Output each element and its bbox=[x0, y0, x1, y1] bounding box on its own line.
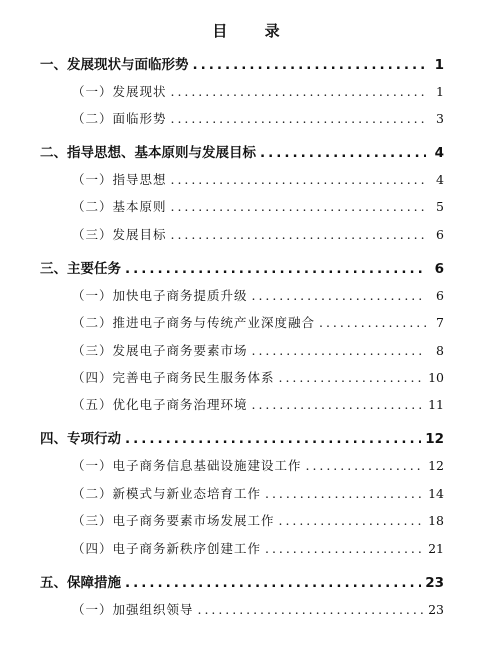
toc-page-number: 18 bbox=[428, 513, 444, 528]
toc-subsection-4-4[interactable] bbox=[72, 538, 444, 560]
toc-subsection-1-1[interactable] bbox=[72, 81, 444, 103]
toc-section-4[interactable] bbox=[40, 428, 444, 450]
toc-entry-label: （三）发展目标 bbox=[72, 227, 167, 242]
toc-subsection-4-1[interactable] bbox=[72, 455, 444, 477]
dot-leader bbox=[319, 312, 426, 334]
toc-entry-label: （一）加快电子商务提质升级 bbox=[72, 288, 248, 303]
toc-page-number: 1 bbox=[434, 57, 444, 73]
toc-section-5[interactable] bbox=[40, 572, 444, 594]
toc-page-number: 6 bbox=[436, 288, 444, 303]
toc-page-number: 4 bbox=[436, 172, 444, 187]
toc-page-number: 14 bbox=[428, 486, 444, 501]
toc-entry-label: （三）电子商务要素市场发展工作 bbox=[72, 513, 275, 528]
toc-page-number: 3 bbox=[436, 111, 444, 126]
toc-entry-label: （二）新模式与新业态培育工作 bbox=[72, 486, 262, 501]
toc-page-number: 7 bbox=[436, 315, 444, 330]
toc-page-number: 21 bbox=[428, 541, 444, 556]
dot-leader bbox=[265, 538, 424, 560]
toc-page-number: 5 bbox=[436, 199, 444, 214]
toc-entry-label: （二）面临形势 bbox=[72, 111, 167, 126]
toc-section-3[interactable] bbox=[40, 258, 444, 280]
dot-leader bbox=[252, 285, 426, 307]
toc-subsection-3-1[interactable] bbox=[72, 285, 444, 307]
toc-subsection-3-2[interactable] bbox=[72, 312, 444, 334]
toc-entry-label: （四）完善电子商务民生服务体系 bbox=[72, 370, 275, 385]
toc-entry-label: （二）基本原则 bbox=[72, 199, 167, 214]
toc-section-2[interactable] bbox=[40, 142, 444, 164]
toc-entry-label: （一）电子商务信息基础设施建设工作 bbox=[72, 458, 302, 473]
dot-leader bbox=[198, 599, 425, 621]
dot-leader bbox=[252, 394, 425, 416]
toc-entry-label: （一）加强组织领导 bbox=[72, 602, 194, 617]
toc-entry-label: （二）推进电子商务与传统产业深度融合 bbox=[72, 315, 316, 330]
toc-page-number: 1 bbox=[436, 84, 444, 99]
toc-subsection-3-5[interactable] bbox=[72, 394, 444, 416]
toc-entry-label: （四）电子商务新秩序创建工作 bbox=[72, 541, 262, 556]
dot-leader bbox=[306, 455, 425, 477]
toc-page-number: 12 bbox=[425, 431, 444, 447]
dot-leader bbox=[279, 367, 425, 389]
dot-leader bbox=[171, 196, 426, 218]
toc-page-number: 12 bbox=[428, 458, 444, 473]
toc-entry-label: 五、保障措施 bbox=[40, 575, 121, 591]
toc-entry-label: （一）指导思想 bbox=[72, 172, 167, 187]
toc-page-number: 6 bbox=[436, 227, 444, 242]
toc-page-number: 11 bbox=[428, 397, 444, 412]
toc-entry-label: 四、专项行动 bbox=[40, 431, 121, 447]
toc-page-number: 23 bbox=[428, 602, 444, 617]
dot-leader bbox=[252, 340, 426, 362]
dot-leader bbox=[260, 142, 426, 164]
toc-page-number: 10 bbox=[428, 370, 444, 385]
toc-page-number: 6 bbox=[434, 261, 444, 277]
toc-subsection-3-3[interactable] bbox=[72, 340, 444, 362]
dot-leader bbox=[171, 81, 426, 103]
toc-subsection-2-2[interactable] bbox=[72, 196, 444, 218]
dot-leader bbox=[125, 258, 426, 280]
dot-leader bbox=[171, 224, 426, 246]
dot-leader bbox=[125, 428, 421, 450]
toc-page-number: 23 bbox=[425, 575, 444, 591]
toc-section-1[interactable] bbox=[40, 54, 444, 76]
dot-leader bbox=[265, 483, 424, 505]
toc-subsection-2-3[interactable] bbox=[72, 224, 444, 246]
toc-subsection-3-4[interactable] bbox=[72, 367, 444, 389]
toc-entry-label: （五）优化电子商务治理环境 bbox=[72, 397, 248, 412]
toc-subsection-1-2[interactable] bbox=[72, 108, 444, 130]
toc-entry-label: 一、发展现状与面临形势 bbox=[40, 57, 189, 73]
toc-entry-label: 三、主要任务 bbox=[40, 261, 121, 277]
toc-subsection-2-1[interactable] bbox=[72, 169, 444, 191]
toc-subsection-5-1[interactable] bbox=[72, 599, 444, 621]
document-title: 目 录 bbox=[212, 22, 296, 40]
toc-page-number: 8 bbox=[436, 343, 444, 358]
dot-leader bbox=[171, 108, 426, 130]
dot-leader bbox=[171, 169, 426, 191]
toc-page-number: 4 bbox=[434, 145, 444, 161]
toc-entry-label: （一）发展现状 bbox=[72, 84, 167, 99]
toc-entry-label: （三）发展电子商务要素市场 bbox=[72, 343, 248, 358]
dot-leader bbox=[193, 54, 427, 76]
toc-subsection-4-2[interactable] bbox=[72, 483, 444, 505]
toc-subsection-4-3[interactable] bbox=[72, 510, 444, 532]
toc-entry-label: 二、指导思想、基本原则与发展目标 bbox=[40, 145, 256, 161]
dot-leader bbox=[279, 510, 425, 532]
dot-leader bbox=[125, 572, 421, 594]
